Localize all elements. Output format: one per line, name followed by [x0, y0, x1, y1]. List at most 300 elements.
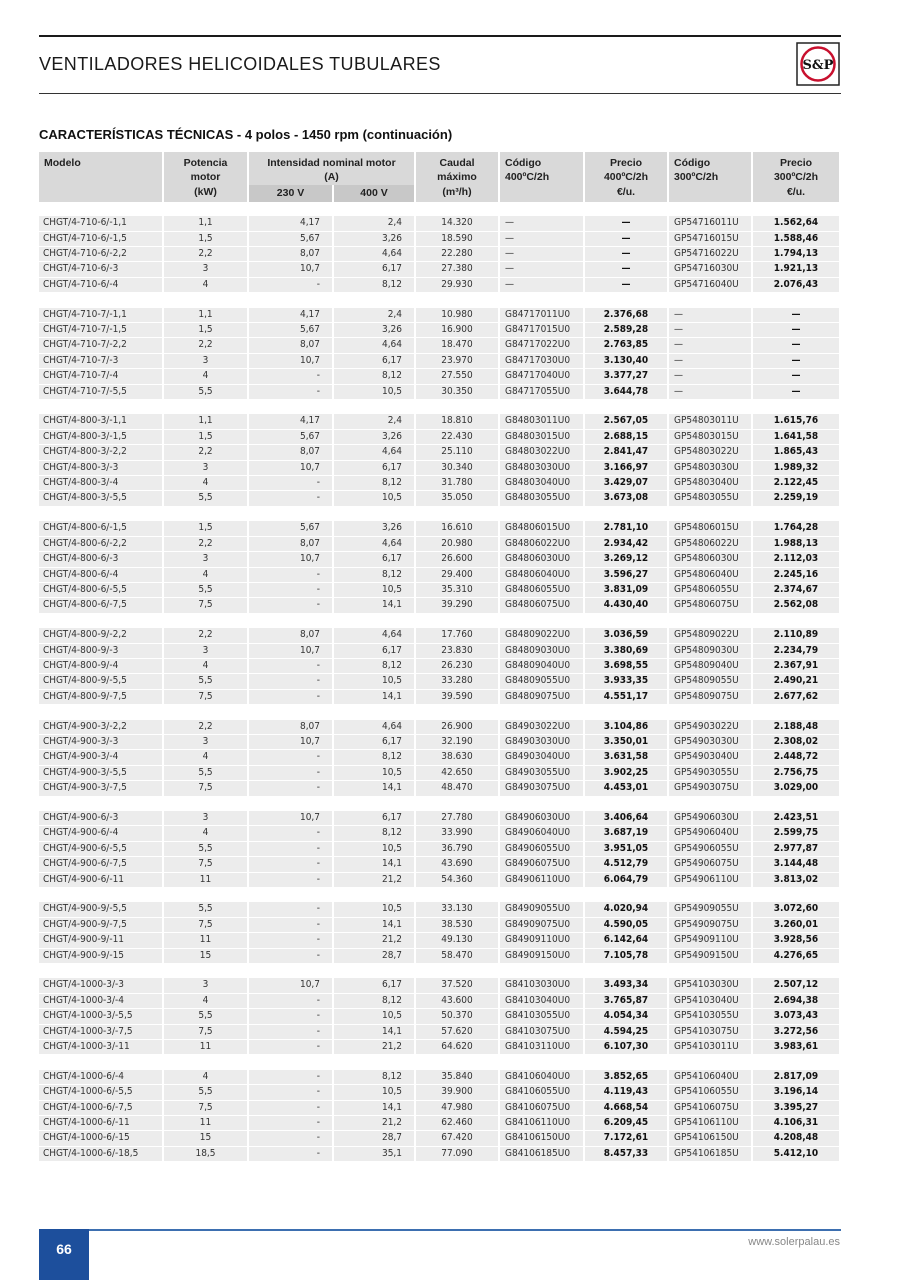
- cell-precio-300: 2.110,89: [753, 628, 841, 643]
- cell-codigo-400: G84803015U0: [500, 430, 585, 445]
- cell-precio-300: 2.367,91: [753, 659, 841, 674]
- cell-codigo-400: —: [500, 216, 585, 231]
- cell-400v: 3,26: [334, 430, 416, 445]
- cell-potencia: 5,5: [164, 766, 249, 781]
- cell-caudal: 10.980: [416, 308, 500, 323]
- cell-codigo-400: G84103110U0: [500, 1040, 585, 1055]
- col-intensidad: Intensidad nominal motor (A): [249, 152, 416, 185]
- cell-precio-400: 4.054,34: [585, 1009, 669, 1024]
- cell-230v: -: [249, 278, 334, 293]
- group-spacer: [39, 705, 841, 719]
- cell-codigo-300: GP54809022U: [669, 628, 753, 643]
- group-spacer: [39, 614, 841, 628]
- table-row: [39, 430, 841, 445]
- cell-potencia: 5,5: [164, 385, 249, 400]
- cell-codigo-300: GP54906110U: [669, 873, 753, 888]
- cell-codigo-300: GP54806075U: [669, 598, 753, 613]
- cell-modelo: CHGT/4-710-7/-3: [39, 354, 164, 369]
- cell-potencia: 3: [164, 552, 249, 567]
- cell-potencia: 4: [164, 1070, 249, 1085]
- cell-potencia: 1,5: [164, 232, 249, 247]
- cell-potencia: 4: [164, 826, 249, 841]
- table-row: [39, 873, 841, 888]
- table-row: [39, 445, 841, 460]
- table-row: [39, 247, 841, 262]
- cell-codigo-300: GP54716040U: [669, 278, 753, 293]
- cell-230v: 8,07: [249, 445, 334, 460]
- cell-modelo: CHGT/4-800-6/-2,2: [39, 537, 164, 552]
- cell-modelo: CHGT/4-800-3/-2,2: [39, 445, 164, 460]
- cell-codigo-300: GP54106110U: [669, 1116, 753, 1131]
- cell-caudal: 38.630: [416, 750, 500, 765]
- cell-caudal: 30.350: [416, 385, 500, 400]
- cell-modelo: CHGT/4-1000-6/-4: [39, 1070, 164, 1085]
- cell-modelo: CHGT/4-710-6/-2,2: [39, 247, 164, 262]
- cell-codigo-400: G84806055U0: [500, 583, 585, 598]
- cell-230v: 8,07: [249, 628, 334, 643]
- cell-230v: -: [249, 568, 334, 583]
- cell-precio-300: 2.259,19: [753, 491, 841, 506]
- cell-codigo-400: G84903055U0: [500, 766, 585, 781]
- cell-precio-400: 3.036,59: [585, 628, 669, 643]
- cell-230v: -: [249, 1040, 334, 1055]
- cell-modelo: CHGT/4-800-6/-1,5: [39, 521, 164, 536]
- cell-precio-400: 3.673,08: [585, 491, 669, 506]
- cell-codigo-300: GP54806015U: [669, 521, 753, 536]
- cell-precio-300: 2.423,51: [753, 811, 841, 826]
- cell-precio-400: 3.765,87: [585, 994, 669, 1009]
- cell-modelo: CHGT/4-900-9/-11: [39, 933, 164, 948]
- group-spacer: [39, 202, 841, 216]
- cell-400v: 10,5: [334, 766, 416, 781]
- cell-precio-400: 3.130,40: [585, 354, 669, 369]
- table-row: [39, 354, 841, 369]
- cell-caudal: 26.900: [416, 720, 500, 735]
- cell-400v: 4,64: [334, 720, 416, 735]
- cell-230v: 8,07: [249, 537, 334, 552]
- cell-precio-300: 1.988,13: [753, 537, 841, 552]
- cell-caudal: 32.190: [416, 735, 500, 750]
- cell-codigo-300: GP54106150U: [669, 1131, 753, 1146]
- cell-precio-300: 2.677,62: [753, 690, 841, 705]
- cell-caudal: 57.620: [416, 1025, 500, 1040]
- cell-400v: 8,12: [334, 659, 416, 674]
- cell-codigo-300: GP54106075U: [669, 1101, 753, 1116]
- cell-precio-400: 8.457,33: [585, 1147, 669, 1162]
- cell-precio-300: 4.276,65: [753, 949, 841, 964]
- cell-codigo-300: GP54806022U: [669, 537, 753, 552]
- cell-codigo-400: G84803055U0: [500, 491, 585, 506]
- cell-caudal: 35.050: [416, 491, 500, 506]
- cell-caudal: 37.520: [416, 978, 500, 993]
- cell-400v: 2,4: [334, 308, 416, 323]
- cell-precio-400: 3.631,58: [585, 750, 669, 765]
- header-top-rule: [39, 35, 841, 37]
- cell-codigo-300: —: [669, 308, 753, 323]
- cell-potencia: 2,2: [164, 247, 249, 262]
- cell-400v: 3,26: [334, 323, 416, 338]
- cell-modelo: CHGT/4-900-6/-3: [39, 811, 164, 826]
- cell-codigo-300: GP54716022U: [669, 247, 753, 262]
- cell-codigo-400: G84106185U0: [500, 1147, 585, 1162]
- cell-modelo: CHGT/4-1000-6/-18,5: [39, 1147, 164, 1162]
- cell-codigo-400: G84803040U0: [500, 476, 585, 491]
- cell-230v: -: [249, 750, 334, 765]
- cell-potencia: 5,5: [164, 491, 249, 506]
- cell-potencia: 7,5: [164, 1025, 249, 1040]
- cell-230v: -: [249, 369, 334, 384]
- cell-codigo-300: GP54906075U: [669, 857, 753, 872]
- cell-caudal: 30.340: [416, 461, 500, 476]
- cell-230v: -: [249, 994, 334, 1009]
- cell-400v: 14,1: [334, 690, 416, 705]
- cell-codigo-300: GP54103011U: [669, 1040, 753, 1055]
- section-title: CARACTERÍSTICAS TÉCNICAS - 4 polos - 1450 rpm (continuación): [39, 127, 453, 142]
- col-caudal: Caudal máximo (m³/h): [416, 152, 500, 202]
- cell-400v: 4,64: [334, 628, 416, 643]
- cell-230v: -: [249, 842, 334, 857]
- table-row: [39, 644, 841, 659]
- cell-230v: 4,17: [249, 414, 334, 429]
- table-row: [39, 369, 841, 384]
- cell-400v: 8,12: [334, 568, 416, 583]
- table-row: [39, 674, 841, 689]
- cell-400v: 8,12: [334, 994, 416, 1009]
- group-spacer: [39, 797, 841, 811]
- cell-precio-300: 1.989,32: [753, 461, 841, 476]
- cell-precio-400: —: [585, 278, 669, 293]
- cell-230v: -: [249, 949, 334, 964]
- cell-230v: -: [249, 1147, 334, 1162]
- cell-caudal: 29.400: [416, 568, 500, 583]
- cell-codigo-400: G84806030U0: [500, 552, 585, 567]
- cell-modelo: CHGT/4-900-6/-4: [39, 826, 164, 841]
- cell-codigo-300: GP54809075U: [669, 690, 753, 705]
- cell-codigo-300: GP54809040U: [669, 659, 753, 674]
- cell-precio-300: —: [753, 369, 841, 384]
- cell-codigo-300: GP54906055U: [669, 842, 753, 857]
- cell-230v: 5,67: [249, 323, 334, 338]
- cell-precio-400: 4.668,54: [585, 1101, 669, 1116]
- cell-230v: -: [249, 491, 334, 506]
- cell-potencia: 1,5: [164, 323, 249, 338]
- cell-modelo: CHGT/4-900-9/-15: [39, 949, 164, 964]
- cell-precio-300: 2.448,72: [753, 750, 841, 765]
- cell-precio-300: 2.188,48: [753, 720, 841, 735]
- cell-precio-400: 2.763,85: [585, 338, 669, 353]
- cell-400v: 8,12: [334, 1070, 416, 1085]
- cell-modelo: CHGT/4-800-9/-3: [39, 644, 164, 659]
- cell-caudal: 31.780: [416, 476, 500, 491]
- cell-codigo-400: G84717011U0: [500, 308, 585, 323]
- cell-precio-400: 3.596,27: [585, 568, 669, 583]
- cell-400v: 10,5: [334, 1009, 416, 1024]
- cell-caudal: 26.600: [416, 552, 500, 567]
- cell-codigo-400: G84803022U0: [500, 445, 585, 460]
- table-row: [39, 1131, 841, 1146]
- cell-230v: -: [249, 873, 334, 888]
- cell-precio-400: —: [585, 232, 669, 247]
- cell-modelo: CHGT/4-900-6/-11: [39, 873, 164, 888]
- cell-230v: 5,67: [249, 521, 334, 536]
- cell-potencia: 7,5: [164, 918, 249, 933]
- cell-precio-300: 3.072,60: [753, 902, 841, 917]
- cell-codigo-400: G84103055U0: [500, 1009, 585, 1024]
- cell-precio-400: 4.512,79: [585, 857, 669, 872]
- cell-230v: -: [249, 476, 334, 491]
- cell-400v: 14,1: [334, 1101, 416, 1116]
- cell-codigo-300: —: [669, 369, 753, 384]
- cell-codigo-400: G84809040U0: [500, 659, 585, 674]
- cell-modelo: CHGT/4-1000-6/-7,5: [39, 1101, 164, 1116]
- cell-codigo-300: GP54103055U: [669, 1009, 753, 1024]
- cell-precio-400: 3.831,09: [585, 583, 669, 598]
- cell-caudal: 38.530: [416, 918, 500, 933]
- cell-400v: 14,1: [334, 1025, 416, 1040]
- cell-230v: 8,07: [249, 338, 334, 353]
- cell-400v: 6,17: [334, 978, 416, 993]
- cell-230v: -: [249, 385, 334, 400]
- cell-codigo-400: G84809022U0: [500, 628, 585, 643]
- col-230v: 230 V: [249, 185, 334, 202]
- cell-caudal: 64.620: [416, 1040, 500, 1055]
- cell-230v: -: [249, 1116, 334, 1131]
- cell-codigo-300: GP54903040U: [669, 750, 753, 765]
- table-row: [39, 583, 841, 598]
- cell-potencia: 2,2: [164, 445, 249, 460]
- cell-modelo: CHGT/4-900-3/-3: [39, 735, 164, 750]
- cell-potencia: 3: [164, 811, 249, 826]
- cell-230v: -: [249, 674, 334, 689]
- cell-400v: 2,4: [334, 414, 416, 429]
- cell-400v: 3,26: [334, 521, 416, 536]
- cell-400v: 10,5: [334, 842, 416, 857]
- cell-codigo-400: G84903030U0: [500, 735, 585, 750]
- cell-precio-400: 2.376,68: [585, 308, 669, 323]
- col-precio-300: Precio 300ºC/2h €/u.: [753, 152, 841, 202]
- cell-caudal: 16.610: [416, 521, 500, 536]
- cell-codigo-400: G84103030U0: [500, 978, 585, 993]
- cell-codigo-400: G84909110U0: [500, 933, 585, 948]
- cell-caudal: 54.360: [416, 873, 500, 888]
- cell-caudal: 16.900: [416, 323, 500, 338]
- cell-400v: 6,17: [334, 262, 416, 277]
- cell-230v: -: [249, 1025, 334, 1040]
- cell-caudal: 35.840: [416, 1070, 500, 1085]
- cell-potencia: 2,2: [164, 338, 249, 353]
- table-row: [39, 994, 841, 1009]
- cell-caudal: 50.370: [416, 1009, 500, 1024]
- cell-codigo-300: GP54909055U: [669, 902, 753, 917]
- cell-caudal: 20.980: [416, 537, 500, 552]
- cell-230v: 5,67: [249, 430, 334, 445]
- cell-potencia: 7,5: [164, 857, 249, 872]
- cell-230v: -: [249, 1085, 334, 1100]
- cell-modelo: CHGT/4-710-7/-4: [39, 369, 164, 384]
- table-row: [39, 720, 841, 735]
- cell-codigo-300: —: [669, 323, 753, 338]
- cell-400v: 21,2: [334, 1040, 416, 1055]
- cell-230v: 5,67: [249, 232, 334, 247]
- cell-230v: -: [249, 826, 334, 841]
- cell-potencia: 1,5: [164, 430, 249, 445]
- col-precio-400: Precio 400ºC/2h €/u.: [585, 152, 669, 202]
- cell-400v: 14,1: [334, 857, 416, 872]
- cell-precio-400: 3.380,69: [585, 644, 669, 659]
- cell-codigo-400: G84906110U0: [500, 873, 585, 888]
- cell-modelo: CHGT/4-800-9/-5,5: [39, 674, 164, 689]
- cell-codigo-300: GP54806055U: [669, 583, 753, 598]
- cell-codigo-300: GP54909110U: [669, 933, 753, 948]
- cell-potencia: 3: [164, 354, 249, 369]
- cell-400v: 10,5: [334, 385, 416, 400]
- cell-230v: -: [249, 1009, 334, 1024]
- cell-precio-300: 3.073,43: [753, 1009, 841, 1024]
- col-potencia: Potencia motor (kW): [164, 152, 249, 202]
- cell-400v: 4,64: [334, 247, 416, 262]
- cell-400v: 6,17: [334, 354, 416, 369]
- cell-precio-300: 1.794,13: [753, 247, 841, 262]
- cell-modelo: CHGT/4-1000-6/-15: [39, 1131, 164, 1146]
- cell-codigo-400: G84903040U0: [500, 750, 585, 765]
- cell-modelo: CHGT/4-710-6/-1,1: [39, 216, 164, 231]
- cell-caudal: 43.690: [416, 857, 500, 872]
- cell-400v: 8,12: [334, 476, 416, 491]
- cell-caudal: 39.590: [416, 690, 500, 705]
- cell-codigo-400: G84803011U0: [500, 414, 585, 429]
- cell-caudal: 18.810: [416, 414, 500, 429]
- cell-precio-400: 3.377,27: [585, 369, 669, 384]
- table-row: [39, 1147, 841, 1162]
- header-bottom-rule: [39, 93, 841, 94]
- table-row: [39, 1101, 841, 1116]
- cell-caudal: 39.290: [416, 598, 500, 613]
- table-row: [39, 232, 841, 247]
- cell-230v: 10,7: [249, 735, 334, 750]
- cell-codigo-400: G84103040U0: [500, 994, 585, 1009]
- cell-codigo-300: GP54803022U: [669, 445, 753, 460]
- table-row: [39, 216, 841, 231]
- cell-400v: 14,1: [334, 598, 416, 613]
- cell-precio-400: 4.594,25: [585, 1025, 669, 1040]
- cell-modelo: CHGT/4-900-3/-2,2: [39, 720, 164, 735]
- website-link[interactable]: www.solerpalau.es: [748, 1236, 840, 1248]
- cell-precio-400: 3.933,35: [585, 674, 669, 689]
- cell-precio-400: 3.350,01: [585, 735, 669, 750]
- cell-precio-400: 3.493,34: [585, 978, 669, 993]
- cell-precio-300: 1.615,76: [753, 414, 841, 429]
- cell-400v: 10,5: [334, 902, 416, 917]
- cell-precio-300: —: [753, 308, 841, 323]
- cell-precio-400: 3.698,55: [585, 659, 669, 674]
- table-row: [39, 857, 841, 872]
- cell-modelo: CHGT/4-710-7/-5,5: [39, 385, 164, 400]
- cell-230v: 10,7: [249, 262, 334, 277]
- cell-400v: 3,26: [334, 232, 416, 247]
- page-number: 66: [39, 1229, 89, 1280]
- cell-codigo-300: GP54903075U: [669, 781, 753, 796]
- cell-precio-300: 1.641,58: [753, 430, 841, 445]
- cell-caudal: 33.990: [416, 826, 500, 841]
- cell-potencia: 1,1: [164, 414, 249, 429]
- cell-precio-400: 6.209,45: [585, 1116, 669, 1131]
- table-row: [39, 766, 841, 781]
- cell-caudal: 36.790: [416, 842, 500, 857]
- cell-caudal: 77.090: [416, 1147, 500, 1162]
- cell-potencia: 7,5: [164, 1101, 249, 1116]
- cell-modelo: CHGT/4-1000-3/-7,5: [39, 1025, 164, 1040]
- cell-precio-300: 2.245,16: [753, 568, 841, 583]
- cell-potencia: 5,5: [164, 1085, 249, 1100]
- group-spacer: [39, 507, 841, 521]
- cell-precio-300: 3.260,01: [753, 918, 841, 933]
- cell-codigo-300: GP54716015U: [669, 232, 753, 247]
- cell-precio-300: 2.374,67: [753, 583, 841, 598]
- cell-codigo-400: G84106055U0: [500, 1085, 585, 1100]
- cell-modelo: CHGT/4-800-6/-4: [39, 568, 164, 583]
- cell-precio-400: 7.172,61: [585, 1131, 669, 1146]
- sp-logo: [796, 42, 840, 86]
- cell-caudal: 58.470: [416, 949, 500, 964]
- cell-codigo-400: G84717055U0: [500, 385, 585, 400]
- cell-precio-300: 2.490,21: [753, 674, 841, 689]
- table-row: [39, 902, 841, 917]
- group-spacer: [39, 1055, 841, 1069]
- cell-potencia: 7,5: [164, 781, 249, 796]
- cell-potencia: 5,5: [164, 583, 249, 598]
- cell-precio-300: 3.983,61: [753, 1040, 841, 1055]
- cell-caudal: 39.900: [416, 1085, 500, 1100]
- cell-230v: 10,7: [249, 978, 334, 993]
- cell-potencia: 3: [164, 461, 249, 476]
- cell-230v: -: [249, 659, 334, 674]
- cell-precio-300: 2.076,43: [753, 278, 841, 293]
- cell-modelo: CHGT/4-710-7/-1,5: [39, 323, 164, 338]
- cell-codigo-300: GP54903030U: [669, 735, 753, 750]
- cell-codigo-400: G84909150U0: [500, 949, 585, 964]
- cell-modelo: CHGT/4-800-6/-7,5: [39, 598, 164, 613]
- specs-table: [39, 152, 841, 1162]
- group-spacer: [39, 400, 841, 414]
- cell-230v: -: [249, 583, 334, 598]
- cell-precio-400: 6.107,30: [585, 1040, 669, 1055]
- table-row: [39, 262, 841, 277]
- cell-potencia: 5,5: [164, 842, 249, 857]
- cell-230v: 10,7: [249, 644, 334, 659]
- cell-caudal: 18.470: [416, 338, 500, 353]
- cell-codigo-400: G84909055U0: [500, 902, 585, 917]
- cell-precio-300: —: [753, 354, 841, 369]
- cell-modelo: CHGT/4-800-6/-5,5: [39, 583, 164, 598]
- cell-potencia: 5,5: [164, 1009, 249, 1024]
- cell-codigo-400: G84806022U0: [500, 537, 585, 552]
- cell-caudal: 48.470: [416, 781, 500, 796]
- cell-precio-300: 1.764,28: [753, 521, 841, 536]
- cell-modelo: CHGT/4-1000-3/-11: [39, 1040, 164, 1055]
- cell-precio-400: 3.166,97: [585, 461, 669, 476]
- cell-400v: 6,17: [334, 811, 416, 826]
- cell-400v: 8,12: [334, 750, 416, 765]
- cell-potencia: 4: [164, 369, 249, 384]
- cell-modelo: CHGT/4-900-6/-7,5: [39, 857, 164, 872]
- cell-codigo-400: G84906040U0: [500, 826, 585, 841]
- cell-230v: -: [249, 766, 334, 781]
- cell-codigo-400: G84906030U0: [500, 811, 585, 826]
- cell-potencia: 5,5: [164, 674, 249, 689]
- cell-modelo: CHGT/4-800-3/-4: [39, 476, 164, 491]
- cell-caudal: 27.380: [416, 262, 500, 277]
- table-row: [39, 949, 841, 964]
